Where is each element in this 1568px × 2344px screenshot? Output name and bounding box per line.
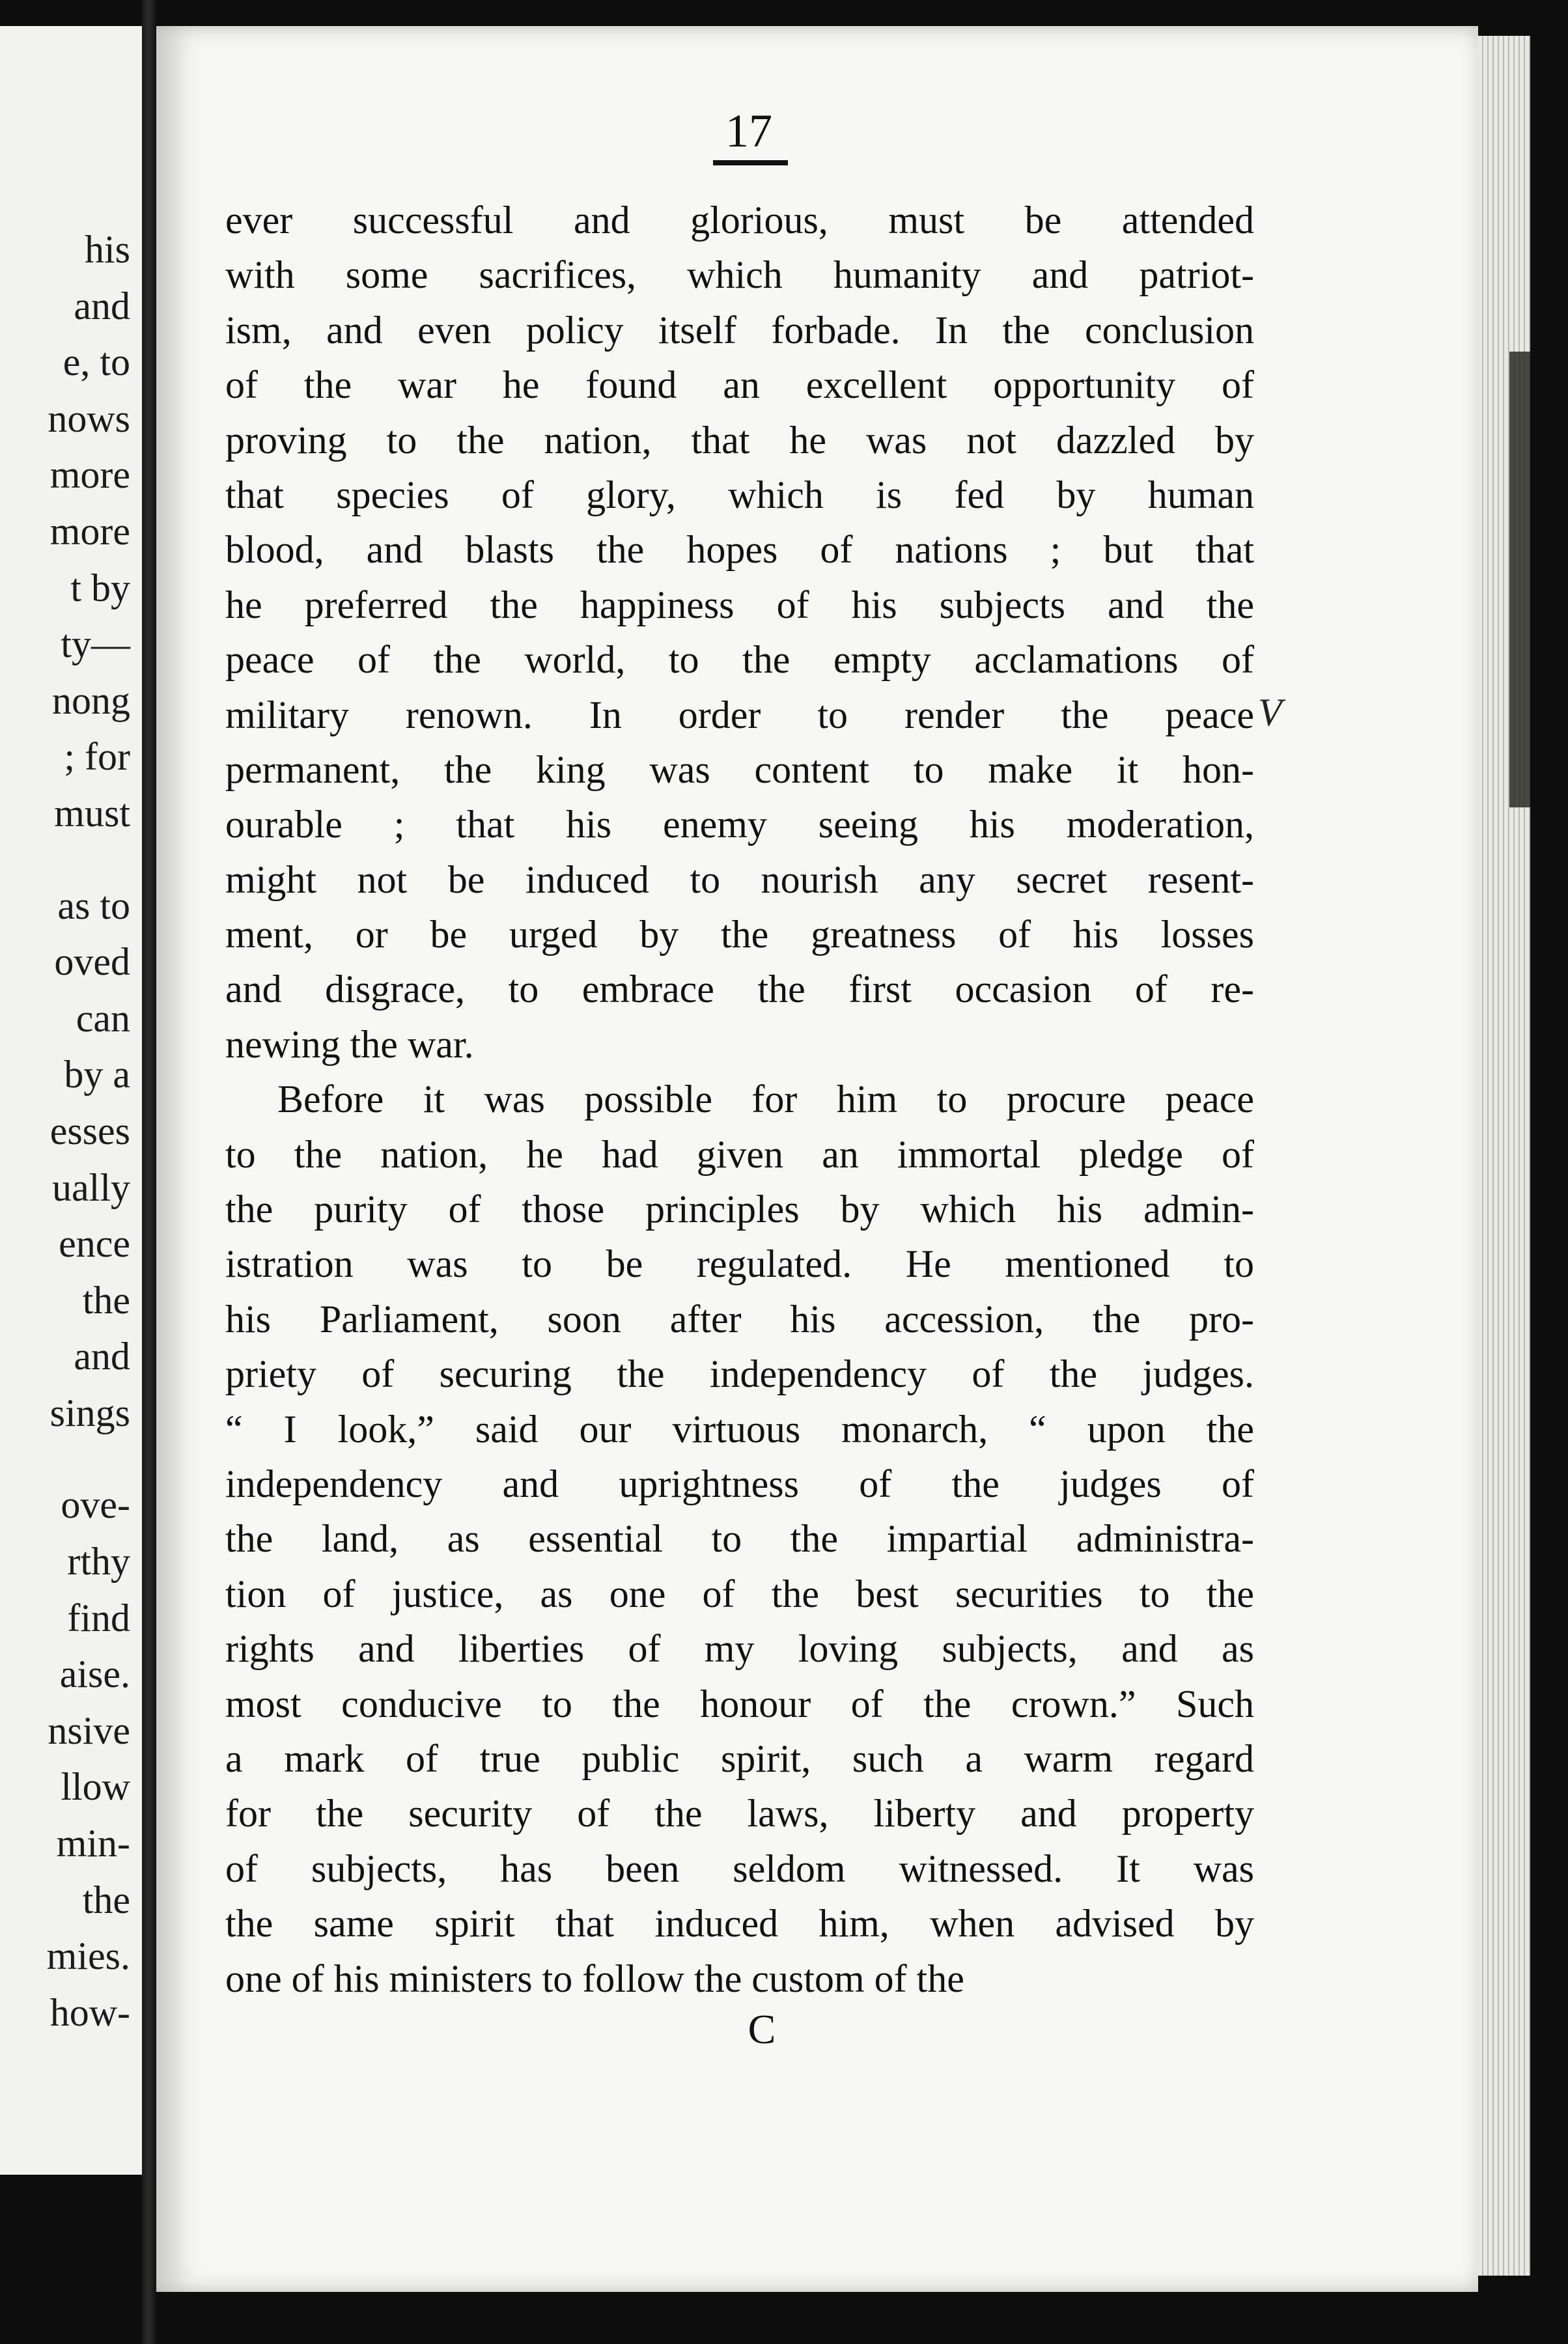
text-line: ism, and even policy itself forbade. In the conclusion (225, 308, 1254, 352)
facing-page-text (47, 221, 130, 2041)
facing-page-line: must (54, 791, 130, 835)
facing-page-line: by a (64, 1053, 130, 1096)
text-line: independency and uprightness of the judges of (225, 1462, 1254, 1505)
text-line: a mark of true public spirit, such a warm regard (225, 1737, 1254, 1780)
facing-page-line: nows (48, 397, 130, 440)
facing-page-line: how- (49, 1990, 130, 2034)
book-gutter (142, 0, 156, 2344)
facing-page-line: his (84, 228, 130, 271)
text-line: proving to the nation, that he was not dazzled by (225, 418, 1254, 462)
text-line: tion of justice, as one of the best securities to the (225, 1572, 1254, 1615)
facing-page-line: the (82, 1878, 130, 1921)
facing-page-line: can (76, 996, 130, 1040)
facing-page-line: sings (49, 1391, 130, 1434)
page-number: 17 (725, 105, 772, 157)
facing-page-line: and (74, 1335, 130, 1378)
facing-page-line: e, to (63, 341, 130, 384)
signature-mark: C (748, 2006, 776, 2052)
facing-page-line: t by (70, 566, 130, 609)
page-number-rule (713, 160, 788, 165)
text-line: ever successful and glorious, must be attended (225, 199, 1254, 242)
text-line: for the security of the laws, liberty and property (225, 1792, 1254, 1835)
text-line: priety of securing the independency of the judges. (225, 1352, 1254, 1396)
text-line: to the nation, he had given an immortal pledge of (225, 1132, 1254, 1176)
facing-page-line: min- (56, 1822, 130, 1865)
facing-page-line: rthy (67, 1540, 130, 1584)
text-line: and disgrace, to embrace the first occasion of re- (225, 968, 1254, 1011)
facing-page-line: aise. (59, 1653, 130, 1696)
text-line: ment, or be urged by the greatness of his losses (225, 913, 1254, 956)
text-line: his Parliament, soon after his accession, the pro- (225, 1297, 1254, 1341)
text-line: the same spirit that induced him, when advised by (225, 1902, 1254, 1946)
facing-page-line: more (49, 453, 130, 497)
facing-page-line: as to (57, 884, 130, 927)
text-line: of subjects, has been seldom witnessed. It was (225, 1847, 1254, 1890)
text-line: the purity of those principles by which his admin- (225, 1188, 1254, 1231)
page-edge-shadow (1509, 352, 1530, 807)
facing-page-line: ty— (61, 622, 130, 666)
text-line: military renown. In order to render the peace (225, 693, 1254, 736)
facing-page-line: oved (54, 940, 130, 984)
facing-page-line: nong (52, 678, 130, 722)
facing-page-line: esses (49, 1109, 130, 1152)
facing-page-line: ually (52, 1165, 130, 1209)
facing-page-line: the (82, 1278, 130, 1322)
facing-page-line: find (67, 1596, 130, 1639)
text-line: the land, as essential to the impartial administra- (225, 1517, 1254, 1561)
facing-page-line: and (74, 284, 130, 328)
text-line: peace of the world, to the empty acclamations of (225, 638, 1254, 682)
text-line: ourable ; that his enemy seeing his moderation, (225, 803, 1254, 846)
facing-page-line: mies. (46, 1934, 130, 1978)
facing-page-gap (47, 1441, 130, 1477)
text-line: most conducive to the honour of the crown.” Such (225, 1682, 1254, 1725)
text-line: he preferred the happiness of his subjects and the (225, 583, 1254, 626)
body-text (225, 193, 1254, 2006)
facing-page-line: ; for (64, 735, 130, 779)
text-line: Before it was possible for him to procure peace (277, 1078, 1254, 1121)
facing-page (0, 26, 142, 2175)
text-line: one of his ministers to follow the custom of the (225, 1957, 964, 2000)
text-line: “ I look,” said our virtuous monarch, “ upon the (225, 1407, 1254, 1451)
facing-page-line: more (49, 509, 130, 553)
text-line: of the war he found an excellent opportunity of (225, 363, 1254, 407)
facing-page-line: ove- (61, 1483, 130, 1527)
facing-page-line: ence (59, 1222, 130, 1266)
text-line: blood, and blasts the hopes of nations ; but that (225, 528, 1254, 572)
facing-page-line: nsive (48, 1709, 130, 1752)
text-line: newing the war. (225, 1022, 474, 1066)
text-line: rights and liberties of my loving subjects, and as (225, 1627, 1254, 1671)
text-line: that species of glory, which is fed by human (225, 473, 1254, 516)
text-line: permanent, the king was content to make it hon- (225, 747, 1254, 791)
text-line: istration was to be regulated. He mentioned to (225, 1242, 1254, 1286)
text-line: with some sacrifices, which humanity and patriot- (225, 253, 1254, 297)
facing-page-gap (47, 842, 130, 878)
margin-check-mark: V (1258, 691, 1282, 734)
facing-page-line: llow (61, 1765, 130, 1809)
text-line: might not be induced to nourish any secret resent- (225, 858, 1254, 901)
